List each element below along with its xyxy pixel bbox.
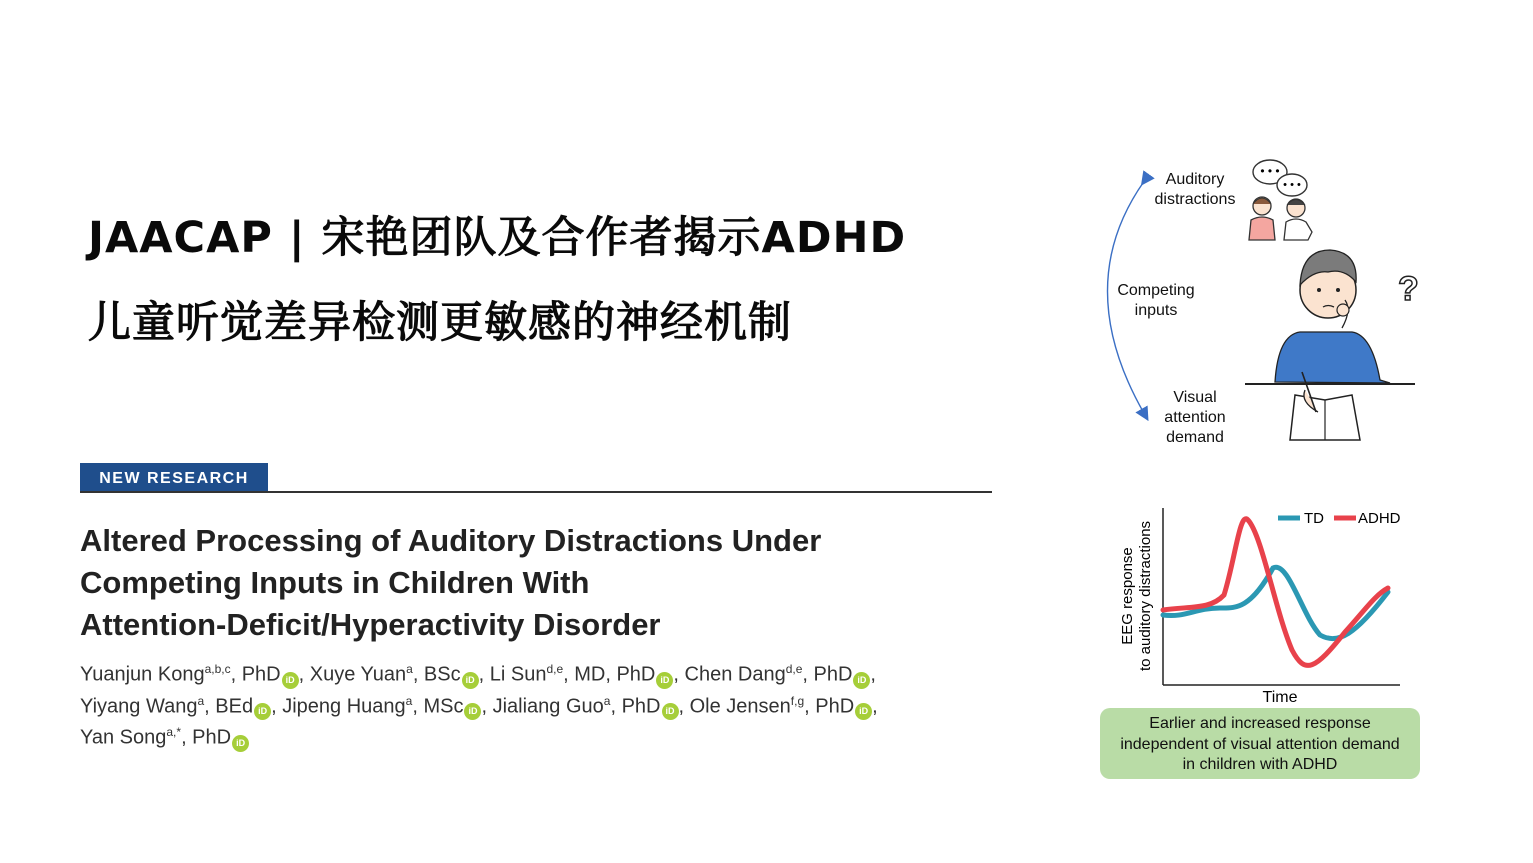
findings-callout [1100,708,1420,779]
author-degree: , BSc [412,663,461,686]
paper-title-line: Attention-Deficit/Hyperactivity Disorder [80,607,661,642]
author-name: Ole Jensen [689,695,791,718]
author-name: Chen Dang [684,663,786,686]
author-name: Jialiang Guo [492,695,604,718]
label-line: Competing [1117,282,1195,299]
visual-label [1145,388,1245,448]
author-affiliation: a [603,693,611,708]
callout-line: independent of visual attention demand [1120,735,1400,753]
author-affiliation: d,e [785,662,803,676]
label-line: demand [1166,429,1224,446]
author-name: Li Sun [489,663,547,686]
adhd-series-line [1163,519,1388,666]
author-degree: , MD, PhD [563,663,656,686]
author-name: Xuye Yuan [309,663,407,686]
author-degree: , PhD [804,695,855,718]
header-rule [80,491,992,493]
x-axis-label: Time [1262,689,1298,705]
label-line: distractions [1154,191,1236,208]
author-affiliation: f,g [790,693,805,708]
orcid-icon[interactable]: iD [232,735,249,752]
callout-line: in children with ADHD [1182,756,1338,773]
auditory-label [1140,170,1250,210]
headline-line-1: JAACAP | 宋艳团队及合作者揭示ADHD [88,213,907,263]
label-line: Auditory [1165,171,1225,188]
orcid-icon[interactable]: iD [855,703,872,720]
orcid-icon[interactable]: iD [282,672,299,689]
eeg-chart [1110,500,1420,705]
author-name: Yuanjun Kong [80,663,205,686]
svg-text:• • •: • • • [1260,164,1280,178]
y-axis-label-line-1: EEG response [1119,547,1136,645]
orcid-icon[interactable]: iD [254,703,271,720]
orcid-icon[interactable]: iD [662,703,679,720]
svg-text:• • •: • • • [1283,179,1301,191]
orcid-icon[interactable]: iD [462,672,479,689]
author-affiliation: d,e [546,662,564,676]
author-degree: , BEd [204,695,254,718]
author-degree: , PhD [230,663,281,686]
author-degree: , PhD [802,663,853,686]
orcid-icon[interactable]: iD [464,703,481,720]
author-list [80,657,1000,752]
label-line: inputs [1134,302,1178,319]
label-line: Visual [1173,389,1217,406]
y-axis-label-line-2: to auditory distractions [1137,520,1154,672]
talking-children-icon [1249,197,1312,240]
author-name: Jipeng Huang [282,695,406,718]
author-degree: , MSc [412,695,464,718]
author-line-3 [80,720,1000,752]
author-affiliation: a,* [166,725,182,740]
author-affiliation: a,b,c [204,662,231,676]
author-line-1: Yuanjun Kong$^{a,b,c}$, PhD iD , Xuye Yuan$^a$, BSc iD , Li Sun$^{d,e}$, MD, PhD iD , Chen Dang$^{d,e}$, PhD iD , [80,657,1000,689]
question-mark-icon: ? [1398,270,1419,308]
author-affiliation: a [406,662,413,676]
orcid-icon[interactable]: iD [656,672,673,689]
author-name: Yan Song [80,726,167,749]
legend-td-label: TD [1304,510,1324,527]
author-affiliation: a [405,693,413,708]
paper-title-line: Altered Processing of Auditory Distractions Under [80,523,822,558]
competing-label [1106,281,1206,321]
speech-bubble-icon [1253,160,1307,196]
author-line-2: Yiyang Wang$^a$, BEd iD , Jipeng Huang$^a$, MSc iD , Jialiang Guo$^a$, PhD iD , Ole Jensen$^{f,g}$, PhD iD , [80,689,1000,721]
paper-title [80,520,980,646]
callout-line: Earlier and increased response [1149,715,1371,732]
new-research-tag: NEW RESEARCH [80,463,268,492]
author-degree: , PhD [181,726,232,749]
headline-line-2: 儿童听觉差异检测更敏感的神经机制 [88,298,792,348]
author-affiliation: a [197,693,205,708]
author-degree: , PhD [610,695,661,718]
paper-title-line: Competing Inputs in Children With [80,565,590,600]
orcid-icon[interactable]: iD [853,672,870,689]
author-name: Yiyang Wang [80,695,198,718]
label-line: attention [1164,409,1226,426]
legend-adhd-label: ADHD [1358,510,1401,527]
thinking-child-icon [1245,250,1419,440]
